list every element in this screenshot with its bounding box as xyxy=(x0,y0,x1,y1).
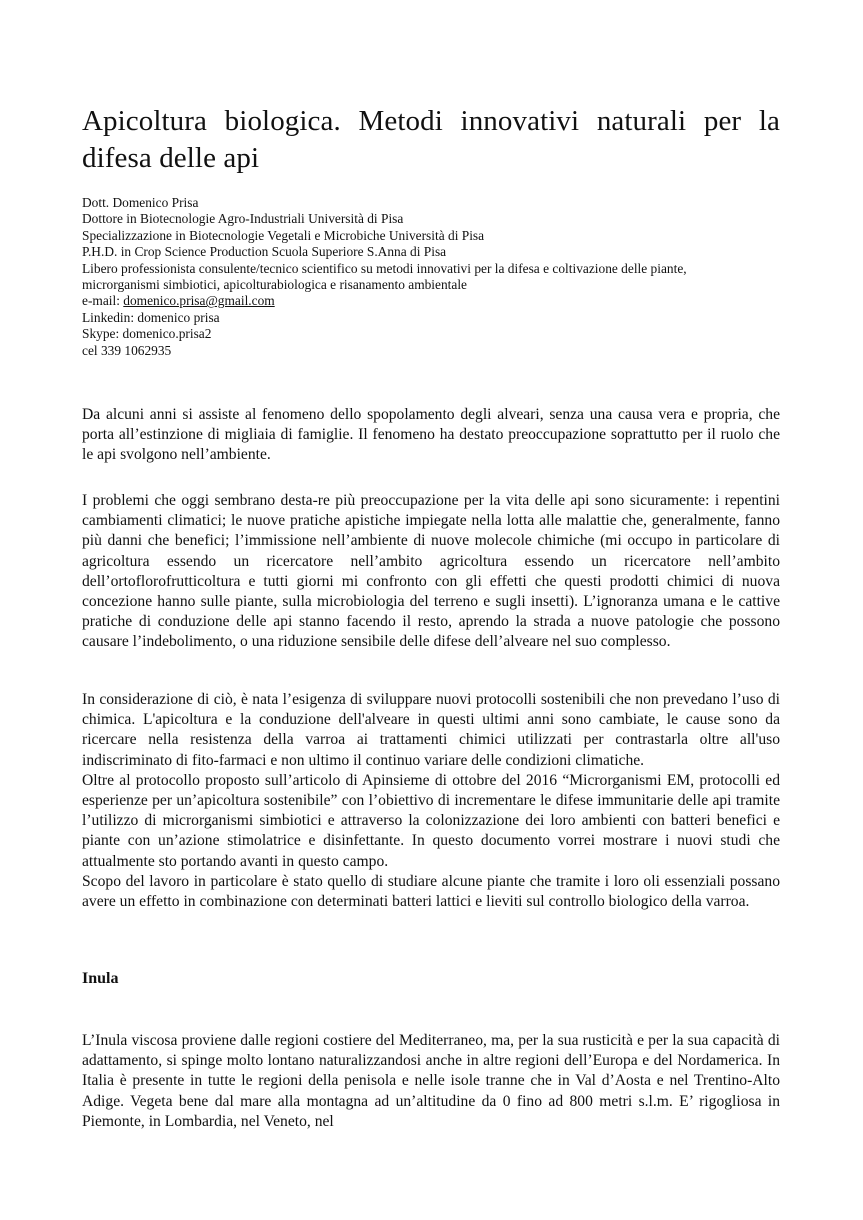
paragraph-considerations: In considerazione di ciò, è nata l’esigenza di sviluppare nuovi protocolli sostenibili che non prevedano l’uso di chimica. L'apicoltura e la conduzione dell'alveare in questi ultimi anni sono cambiate, le cause sono da ricercare nella resistenza della varroa ai trattamenti chimici utilizzati per contrastarla oltre all'uso indiscriminato di fito-farmaci e non ultimo il continuo variare delle condizioni climatiche. xyxy=(82,691,780,769)
author-block xyxy=(82,195,780,359)
author-name: Dott. Domenico Prisa xyxy=(82,195,199,210)
document-page xyxy=(82,0,780,1220)
author-skype: Skype: domenico.prisa2 xyxy=(82,326,212,342)
email-link[interactable]: domenico.prisa@gmail.com xyxy=(123,293,275,309)
paragraph-problems: I problemi che oggi sembrano desta-re più preoccupazione per la vita delle api sono sicuramente: i repentini cambiamenti climatici; le nuove pratiche apistiche impiegate nella lotta alle malattie che, generalmente, fanno più danni che benefici; l’immissione nell’ambiente di nuove molecole chimiche (mi occupo in particolare di agricoltura essendo un ricercatore nell’ambito agricoltura essendo un ricercatore nell’ambito dell’ortoflorofrutticoltura e tutti giorni mi confronto con gli effetti che questi prodotti chimici di nuova concezione hanno sulle piante, sulla microbiologia del terreno e sugli insetti). L’ignoranza umana e le cattive pratiche di conduzione delle api stanno facendo il resto, aprendo la strada a nuove patologie che possono causare l’indebolimento, o una riduzione sensibile delle difese dell’alveare nel suo complesso. xyxy=(82,492,780,651)
author-email xyxy=(82,293,780,309)
email-label: e-mail: xyxy=(82,293,124,309)
author-phd: P.H.D. in Crop Science Production Scuola Superiore S.Anna di Pisa xyxy=(82,244,447,260)
section-heading-inula: Inula xyxy=(82,970,119,987)
author-phone: cel 339 1062935 xyxy=(82,342,172,358)
paragraph-inula: L’Inula viscosa proviene dalle regioni costiere del Mediterraneo, ma, per la sua rusticità e per la sua capacità di adattamento, si spinge molto lontano naturalizzandosi anche in altre regioni dell’Europa e del Nordamerica. In Italia è presente in tutte le regioni della penisola e nelle isole tranne che in Val d’Aosta e nel Trentino-Alto Adige. Vegeta bene dal mare alla montagna ad un’altitudine da 0 fino ad 800 metri s.l.m. E’ rigogliosa in Piemonte, in Lombardia, nel Veneto, nel xyxy=(82,1032,780,1130)
paragraph-group-protocols xyxy=(82,690,780,912)
paragraph-scope: Scopo del lavoro in particolare è stato quello di studiare alcune piante che tramite i loro oli essenziali possano avere un effetto in combinazione con determinati batteri lattici e lieviti sul controllo biologico della varroa. xyxy=(82,872,780,911)
author-profession-cont: microrganismi simbiotici, apicolturabiologica e risanamento ambientale xyxy=(82,277,467,293)
author-degree: Dottore in Biotecnologie Agro-Industriali Università di Pisa xyxy=(82,211,404,227)
paragraph-intro: Da alcuni anni si assiste al fenomeno dello spopolamento degli alveari, senza una causa vera e propria, che porta all’estinzione di migliaia di famiglie. Il fenomeno ha destato preoccupazione soprattutto per il ruolo che le api svolgono nell’ambiente. xyxy=(82,406,780,464)
author-linkedin: Linkedin: domenico prisa xyxy=(82,309,220,325)
author-specialization: Specializzazione in Biotecnologie Vegetali e Microbiche Università di Pisa xyxy=(82,227,485,243)
author-profession: Libero professionista consulente/tecnico scientifico su metodi innovativi per la difesa e coltivazione delle piante, xyxy=(82,260,687,276)
paragraph-protocol: Oltre al protocollo proposto sull’articolo di Apinsieme di ottobre del 2016 “Microrganismi EM, protocolli ed esperienze per un’apicoltura sostenibile” con l’obiettivo di incrementare le difese immunitarie delle api tramite l’utilizzo di microrganismi simbiotici e attraverso la colonizzazione dei loro ambienti con batteri benefici e piante con un’azione stimolatrice e disinfettante. In questo documento vorrei mostrare i nuovi studi che attualmente sto portando avanti in questo campo. xyxy=(82,771,780,870)
document-title: Apicoltura biologica. Metodi innovativi naturali per la difesa delle api xyxy=(82,105,780,174)
